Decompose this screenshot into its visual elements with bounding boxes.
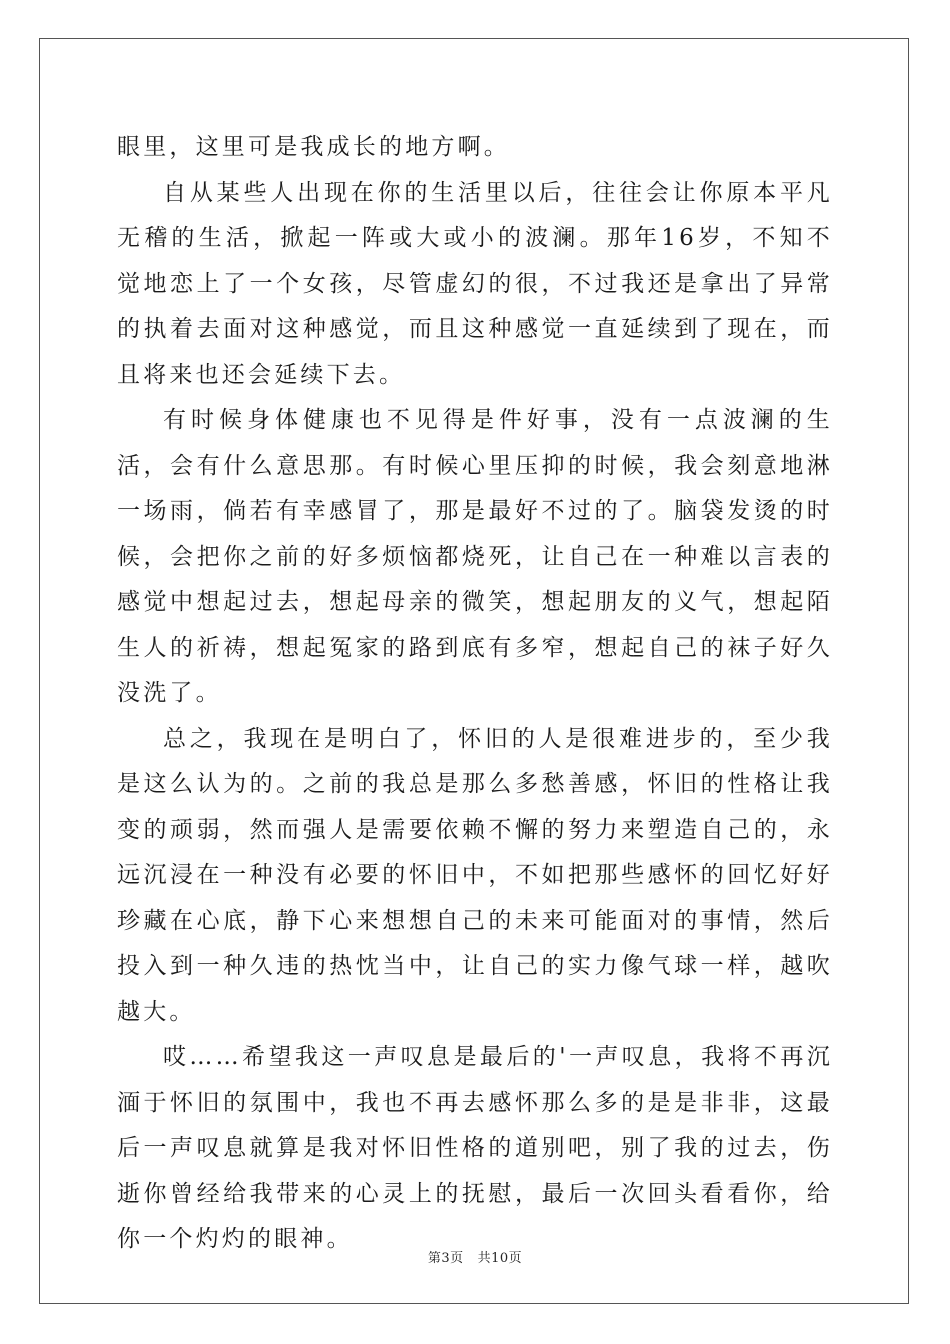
paragraph-2: 自从某些人出现在你的生活里以后，往往会让你原本平凡无稽的生活，掀起一阵或大或小的波澜。那年16岁，不知不觉地恋上了一个女孩，尽管虚幻的很，不过我还是拿出了异常的执着去面对这种感觉，而且这种感觉一直延续到了现在，而且将来也还会延续下去。 [117, 179, 833, 388]
page-number-current: 第3页 [427, 1251, 464, 1266]
paragraph-3: 有时候身体健康也不见得是件好事，没有一点波澜的生活，会有什么意思那。有时候心里压抑的时候，我会刻意地淋一场雨，倘若有幸感冒了，那是最好不过的了。脑袋发烫的时候，会把你之前的好多烦恼都烧死，让自己在一种难以言表的感觉中想起过去，想起母亲的微笑，想起朋友的义气，想起陌生人的祈祷，想起冤家的路到底有多窄，想起自己的袜子好久没洗了。 [117, 407, 833, 706]
document-body [117, 125, 833, 1263]
page-footer [0, 1247, 950, 1266]
page-number-total: 共10页 [477, 1251, 523, 1266]
paragraph-5: 哎……希望我这一声叹息是最后的'一声叹息，我将不再沉湎于怀旧的氛围中，我也不再去感怀那么多的是是非非，这最后一声叹息就算是我对怀旧性格的道别吧，别了我的过去，伤逝你曾经给我带来的心灵上的抚慰，最后一次回头看看你，给你一个灼灼的眼神。 [117, 1044, 833, 1252]
paragraph-4: 总之，我现在是明白了，怀旧的人是很难进步的，至少我是这么认为的。之前的我总是那么多愁善感，怀旧的性格让我变的顽弱，然而强人是需要依赖不懈的努力来塑造自己的，永远沉浸在一种没有必要的怀旧中，不如把那些感怀的回忆好好珍藏在心底，静下心来想想自己的未来可能面对的事情，然后投入到一种久违的热忱当中，让自己的实力像气球一样，越吹越大。 [117, 725, 833, 1025]
paragraph-1: 眼里，这里可是我成长的地方啊。 [117, 134, 510, 160]
